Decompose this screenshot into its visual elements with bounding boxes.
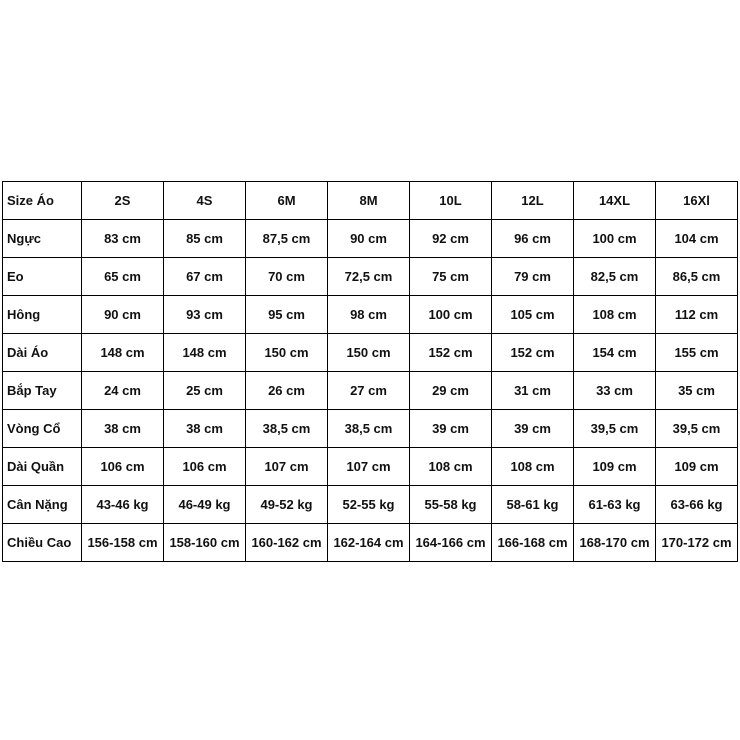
row-label: Dài Áo [3,334,82,372]
row-label: Cân Nặng [3,486,82,524]
table-cell: 49-52 kg [246,486,328,524]
table-cell: 38 cm [82,410,164,448]
row-label: Chiều Cao [3,524,82,562]
table-cell: 63-66 kg [656,486,738,524]
header-cell: 2S [82,182,164,220]
table-cell: 95 cm [246,296,328,334]
table-row [3,524,738,562]
table-cell: 58-61 kg [492,486,574,524]
table-cell: 65 cm [82,258,164,296]
table-cell: 35 cm [656,372,738,410]
table-cell: 150 cm [246,334,328,372]
table-cell: 31 cm [492,372,574,410]
table-cell: 100 cm [574,220,656,258]
table-cell: 107 cm [328,448,410,486]
table-cell: 90 cm [328,220,410,258]
table-cell: 150 cm [328,334,410,372]
table-cell: 27 cm [328,372,410,410]
row-label: Vòng Cổ [3,410,82,448]
row-label: Dài Quần [3,448,82,486]
table-cell: 112 cm [656,296,738,334]
table-row [3,220,738,258]
table-cell: 38,5 cm [246,410,328,448]
row-label: Bắp Tay [3,372,82,410]
table-cell: 87,5 cm [246,220,328,258]
header-cell: 6M [246,182,328,220]
table-cell: 75 cm [410,258,492,296]
table-cell: 52-55 kg [328,486,410,524]
table-cell: 109 cm [656,448,738,486]
table-cell: 39,5 cm [656,410,738,448]
table-cell: 164-166 cm [410,524,492,562]
table-cell: 166-168 cm [492,524,574,562]
header-cell: 12L [492,182,574,220]
table-cell: 90 cm [82,296,164,334]
table-cell: 38,5 cm [328,410,410,448]
table-cell: 168-170 cm [574,524,656,562]
table-cell: 43-46 kg [82,486,164,524]
table-cell: 29 cm [410,372,492,410]
table-cell: 70 cm [246,258,328,296]
table-cell: 72,5 cm [328,258,410,296]
table-cell: 170-172 cm [656,524,738,562]
table-cell: 106 cm [164,448,246,486]
table-cell: 55-58 kg [410,486,492,524]
table-cell: 92 cm [410,220,492,258]
table-cell: 108 cm [410,448,492,486]
table-cell: 105 cm [492,296,574,334]
table-cell: 85 cm [164,220,246,258]
row-label: Ngực [3,220,82,258]
table-cell: 61-63 kg [574,486,656,524]
table-cell: 106 cm [82,448,164,486]
table-cell: 82,5 cm [574,258,656,296]
table-cell: 160-162 cm [246,524,328,562]
table-row [3,410,738,448]
table-cell: 46-49 kg [164,486,246,524]
table-row [3,258,738,296]
table-cell: 155 cm [656,334,738,372]
header-cell: 16Xl [656,182,738,220]
table-cell: 104 cm [656,220,738,258]
table-row [3,296,738,334]
table-cell: 108 cm [492,448,574,486]
table-cell: 79 cm [492,258,574,296]
table-cell: 39 cm [410,410,492,448]
table-cell: 67 cm [164,258,246,296]
row-label: Eo [3,258,82,296]
table-cell: 162-164 cm [328,524,410,562]
table-cell: 100 cm [410,296,492,334]
table-cell: 154 cm [574,334,656,372]
table-cell: 39 cm [492,410,574,448]
table-cell: 83 cm [82,220,164,258]
table-cell: 152 cm [492,334,574,372]
header-cell: Size Áo [3,182,82,220]
table-cell: 86,5 cm [656,258,738,296]
table-cell: 33 cm [574,372,656,410]
table-cell: 98 cm [328,296,410,334]
table-cell: 148 cm [82,334,164,372]
table-cell: 26 cm [246,372,328,410]
row-label: Hông [3,296,82,334]
table-cell: 39,5 cm [574,410,656,448]
table-row [3,372,738,410]
table-cell: 24 cm [82,372,164,410]
table-row [3,448,738,486]
table-cell: 148 cm [164,334,246,372]
table-cell: 158-160 cm [164,524,246,562]
table-cell: 156-158 cm [82,524,164,562]
table-row [3,334,738,372]
table-cell: 38 cm [164,410,246,448]
table-row [3,486,738,524]
table-cell: 96 cm [492,220,574,258]
table-cell: 109 cm [574,448,656,486]
table-cell: 25 cm [164,372,246,410]
header-cell: 4S [164,182,246,220]
size-chart-table [2,181,738,562]
table-cell: 108 cm [574,296,656,334]
header-cell: 8M [328,182,410,220]
table-cell: 107 cm [246,448,328,486]
table-header-row [3,182,738,220]
header-cell: 10L [410,182,492,220]
header-cell: 14XL [574,182,656,220]
table-cell: 93 cm [164,296,246,334]
table-cell: 152 cm [410,334,492,372]
